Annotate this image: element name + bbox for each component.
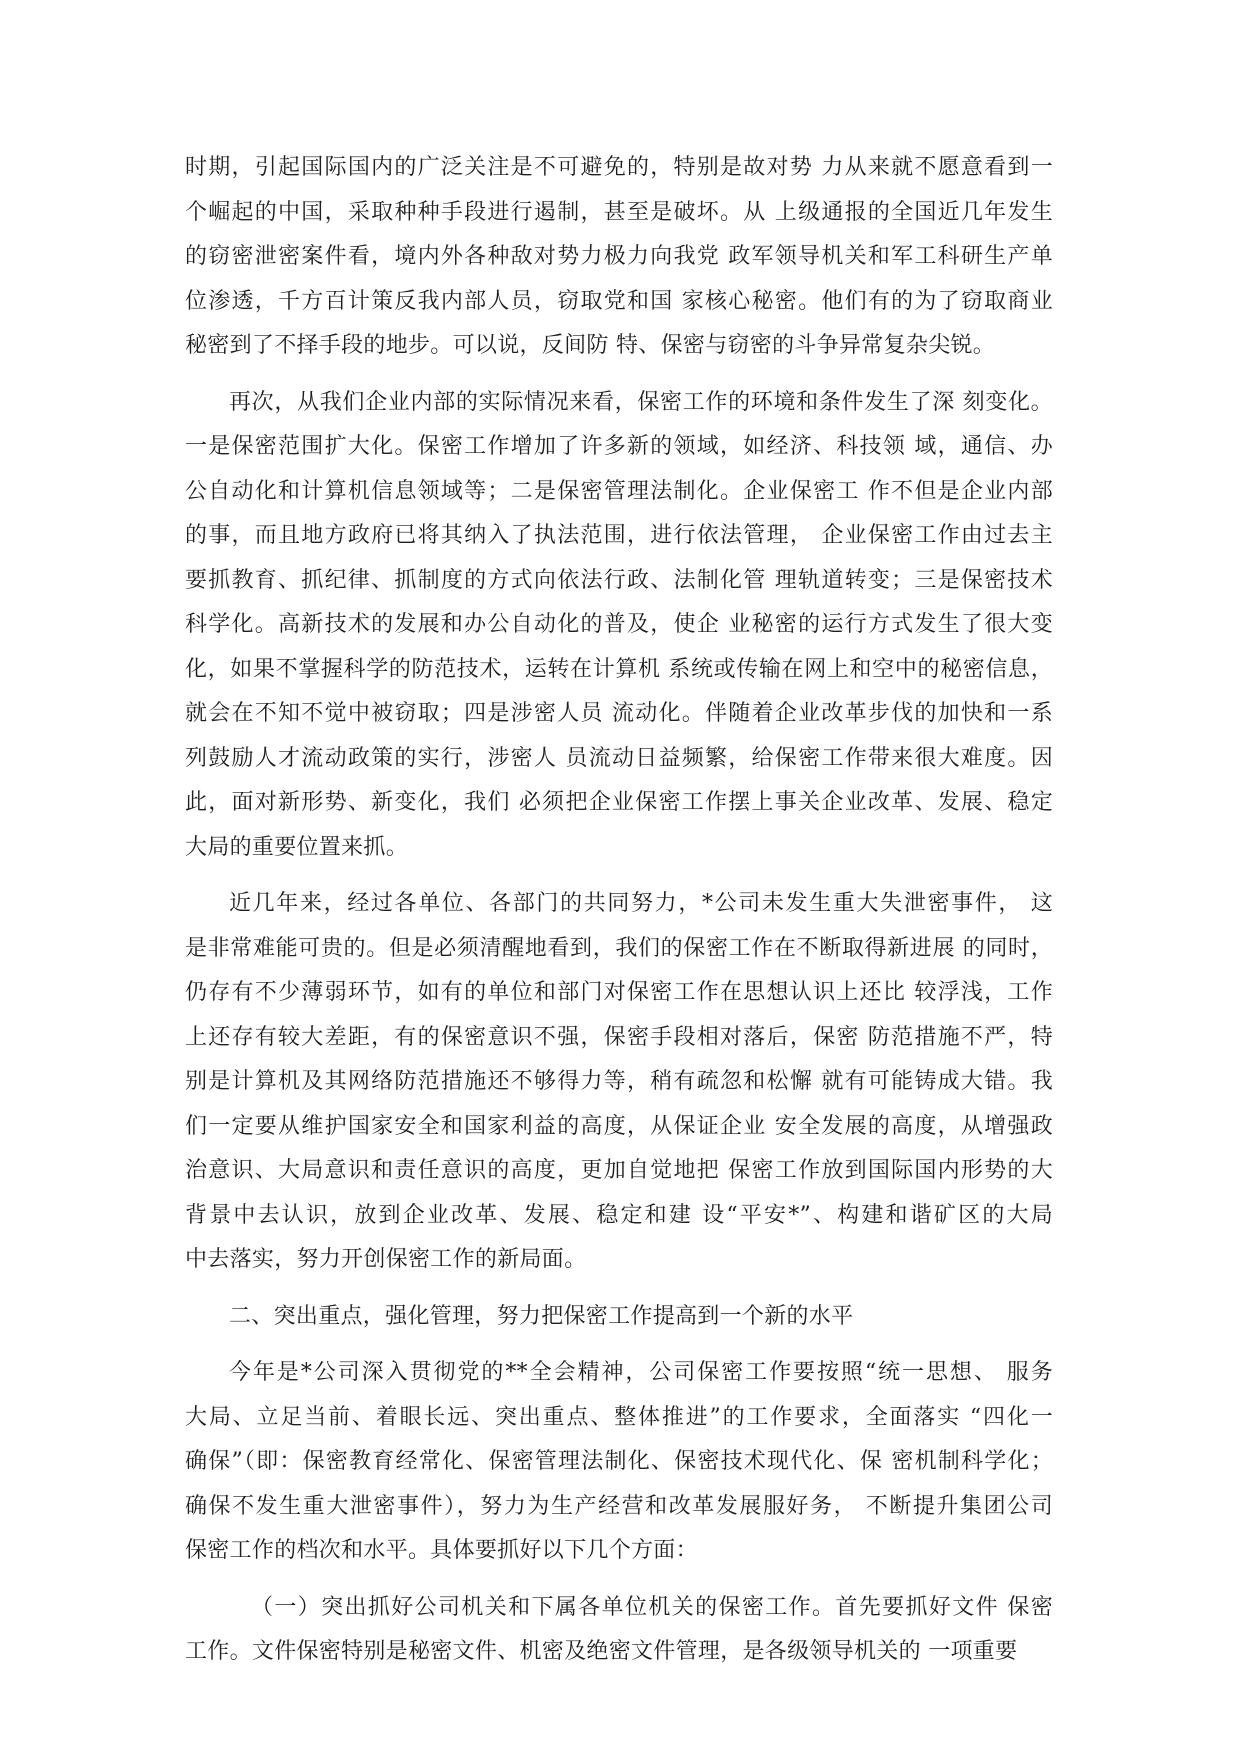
- text-line: 大局的重要位置来抓。: [185, 834, 409, 860]
- text-line: 的窃密泄密案件看，境内外各种敌对势力极力向我党 政军领导机关和军工科研生产单: [185, 244, 1053, 269]
- text-line: 此，面对新形势、新变化，我们 必须把企业保密工作摆上事关企业改革、发展、稳定: [185, 790, 1053, 815]
- text-line: 二、突出重点，强化管理，努力把保密工作提高到一个新的水平: [229, 1303, 854, 1329]
- paragraph: [185, 882, 1053, 1283]
- paragraph: [185, 1586, 1053, 1675]
- text-line: 就会在不知不觉中被窃取；四是涉密人员 流动化。伴随着企业改革步伐的加快和一系: [185, 701, 1053, 726]
- text-line: 科学化。高新技术的发展和办公自动化的普及，使企 业秘密的运行方式发生了很大变: [185, 612, 1053, 637]
- text-line: 位渗透，千方百计策反我内部人员，窃取党和国 家核心秘密。他们有的为了窃取商业: [185, 288, 1053, 314]
- text-line: 要抓教育、抓纪律、抓制度的方式向依法行政、法制化管 理轨道转变；三是保密技术: [185, 567, 1053, 593]
- text-line: 仍存有不少薄弱环节，如有的单位和部门对保密工作在思想认识上还比 较浮浅，工作: [185, 980, 1053, 1005]
- text-line: 工作。文件保密特别是秘密文件、机密及绝密文件管理，是各级领导机关的 一项重要: [185, 1639, 1018, 1664]
- text-line: 上还存有较大差距，有的保密意识不强，保密手段相对落后，保密 防范措施不严，特: [185, 1024, 1053, 1050]
- text-line: 确保”（即：保密教育经常化、保密管理法制化、保密技术现代化、保 密机制科学化；: [185, 1449, 1053, 1474]
- text-line: 再次，从我们企业内部的实际情况来看，保密工作的环境和条件发生了深 刻变化。: [229, 389, 1053, 415]
- text-line: 大局、立足当前、着眼长远、突出重点、整体推进”的工作要求，全面落实 “四化一: [185, 1404, 1053, 1430]
- text-line: 是非常难能可贵的。但是必须清醒地看到，我们的保密工作在不断取得新进展 的同时，: [185, 935, 1053, 961]
- text-line: 列鼓励人才流动政策的实行，涉密人 员流动日益频繁，给保密工作带来很大难度。因: [185, 745, 1053, 771]
- document-body: [185, 146, 1053, 1687]
- text-line: 公自动化和计算机信息领域等；二是保密管理法制化。企业保密工 作不但是企业内部: [185, 478, 1053, 504]
- text-line: 治意识、大局意识和责任意识的高度，更加自觉地把 保密工作放到国际国内形势的大: [185, 1158, 1053, 1183]
- text-line: 背景中去认识，放到企业改革、发展、稳定和建 设“平安*”、构建和谐矿区的大局: [185, 1202, 1053, 1228]
- text-line: 们一定要从维护国家安全和国家利益的高度，从保证企业 安全发展的高度，从增强政: [185, 1113, 1053, 1139]
- text-line: 近几年来，经过各单位、各部门的共同努力，*公司未发生重大失泄密事件， 这: [229, 891, 1053, 916]
- text-line: 个崛起的中国，采取种种手段进行遏制，甚至是破坏。从 上级通报的全国近几年发生: [185, 199, 1053, 225]
- text-line: 中去落实，努力开创保密工作的新局面。: [185, 1247, 587, 1272]
- text-line: 保密工作的档次和水平。具体要抓好以下几个方面：: [185, 1538, 698, 1563]
- paragraph: [185, 146, 1053, 369]
- text-line: 一是保密范围扩大化。保密工作增加了许多新的领域，如经济、科技领 域，通信、办: [185, 434, 1053, 459]
- section-heading: [185, 1295, 1053, 1340]
- paragraph: [185, 381, 1053, 871]
- text-line: 确保不发生重大泄密事件），努力为生产经营和改革发展服好务， 不断提升集团公司: [185, 1493, 1053, 1519]
- text-line: 化，如果不掌握科学的防范技术，运转在计算机 系统或传输在网上和空中的秘密信息，: [185, 656, 1053, 682]
- text-line: 的事，而且地方政府已将其纳入了执法范围，进行依法管理， 企业保密工作由过去主: [185, 523, 1053, 548]
- text-line: 秘密到了不择手段的地步。可以说，反间防 特、保密与窃密的斗争异常复杂尖锐。: [185, 333, 996, 358]
- text-line: 别是计算机及其网络防范措施还不够得力等，稍有疏忽和松懈 就有可能铸成大错。我: [185, 1069, 1053, 1094]
- paragraph: [185, 1351, 1053, 1574]
- text-line: 今年是*公司深入贯彻党的**全会精神，公司保密工作要按照“统一思想、 服务: [229, 1360, 1053, 1385]
- text-line: 时期，引起国际国内的广泛关注是不可避免的，特别是故对势 力从来就不愿意看到一: [185, 155, 1053, 180]
- text-line: （一）突出抓好公司机关和下属各单位机关的保密工作。首先要抓好文件 保密: [251, 1594, 1053, 1620]
